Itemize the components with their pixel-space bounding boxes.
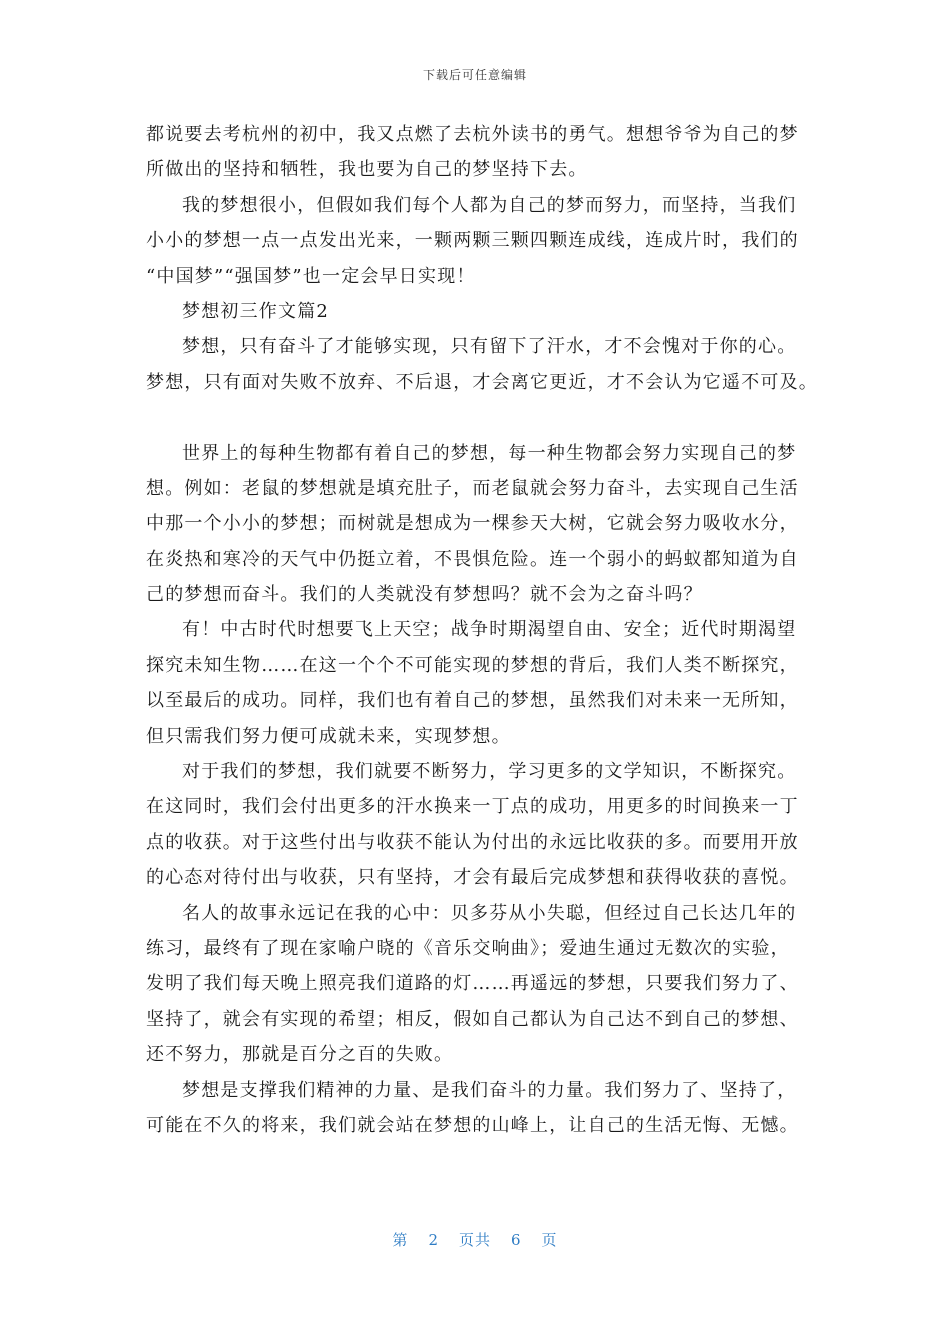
text-line: “中国梦”“强国梦”也一定会早日实现！ <box>146 265 476 287</box>
text-line: 有！中古时代时想要飞上天空；战争时期渴望自由、安全；近代时期渴望 <box>182 619 797 641</box>
text-line: 发明了我们每天晚上照亮我们道路的灯……再遥远的梦想，只要我们努力了、 <box>146 973 799 995</box>
text-line: 但只需我们努力便可成就未来，实现梦想。 <box>146 725 511 747</box>
page-footer <box>0 1229 950 1250</box>
footer-suffix: 页 <box>541 1231 558 1249</box>
text-line: 在这同时，我们会付出更多的汗水换来一丁点的成功，用更多的时间换来一丁 <box>146 796 799 818</box>
text-line: 梦想，只有面对失败不放弃、不后退，才会离它更近，才不会认为它遥不可及。 <box>146 371 818 393</box>
text-line: 对于我们的梦想，我们就要不断努力，学习更多的文学知识，不断探究。 <box>182 761 797 783</box>
text-line: 以至最后的成功。同样，我们也有着自己的梦想，虽然我们对未来一无所知， <box>146 690 799 712</box>
text-line: 点的收获。对于这些付出与收获不能认为付出的永远比收获的多。而要用开放 <box>146 831 799 853</box>
text-line: 在炎热和寒冷的天气中仍挺立着，不畏惧危险。连一个弱小的蚂蚁都知道为自 <box>146 548 799 570</box>
text-line: 梦想是支撑我们精神的力量、是我们奋斗的力量。我们努力了、坚持了， <box>182 1079 797 1101</box>
document-body <box>146 117 818 1143</box>
text-line: 探究未知生物……在这一个个不可能实现的梦想的背后，我们人类不断探究， <box>146 654 799 676</box>
text-line: 梦想，只有奋斗了才能够实现，只有留下了汗水，才不会愧对于你的心。 <box>182 336 797 358</box>
text-line: 坚持了，就会有实现的希望；相反，假如自己都认为自己达不到自己的梦想、 <box>146 1008 799 1030</box>
text-line: 练习，最终有了现在家喻户晓的《音乐交响曲》；爱迪生通过无数次的实验， <box>146 937 790 959</box>
blank-line <box>146 400 814 435</box>
text-line: 世界上的每种生物都有着自己的梦想，每一种生物都会努力实现自己的梦 <box>182 442 797 464</box>
text-line: 名人的故事永远记在我的心中：贝多芬从小失聪，但经过自己长达几年的 <box>182 902 797 924</box>
text-line: 可能在不久的将来，我们就会站在梦想的山峰上，让自己的生活无悔、无憾。 <box>146 1114 799 1136</box>
text-line: 想。例如：老鼠的梦想就是填充肚子，而老鼠就会努力奋斗，去实现自己生活 <box>146 477 799 499</box>
text-line: 都说要去考杭州的初中，我又点燃了去杭外读书的勇气。想想爷爷为自己的梦 <box>146 124 799 145</box>
header-text: 下载后可任意编辑 <box>422 68 527 82</box>
text-line: 所做出的坚持和牺牲，我也要为自己的梦坚持下去。 <box>146 159 588 181</box>
footer-page-number: 2 <box>428 1231 439 1249</box>
footer-middle: 页共 <box>458 1231 491 1249</box>
page-header <box>0 66 950 83</box>
footer-prefix: 第 <box>392 1231 409 1249</box>
text-line: 小小的梦想一点一点发出光来，一颗两颗三颗四颗连成线，连成片时，我们的 <box>146 230 799 252</box>
text-line: 还不努力，那就是百分之百的失败。 <box>146 1044 454 1066</box>
text-line: 己的梦想而奋斗。我们的人类就没有梦想吗？就不会为之奋斗吗？ <box>146 584 703 606</box>
text-line: 梦想初三作文篇2 <box>182 300 330 322</box>
text-line: 的心态对待付出与收获，只有坚持，才会有最后完成梦想和获得收获的喜悦。 <box>146 867 799 889</box>
text-line: 我的梦想很小，但假如我们每个人都为自己的梦而努力，而坚持，当我们 <box>182 194 797 216</box>
text-line: 中那一个小小的梦想；而树就是想成为一棵参天大树，它就会努力吸收水分， <box>146 513 799 535</box>
footer-total-pages: 6 <box>511 1231 522 1249</box>
